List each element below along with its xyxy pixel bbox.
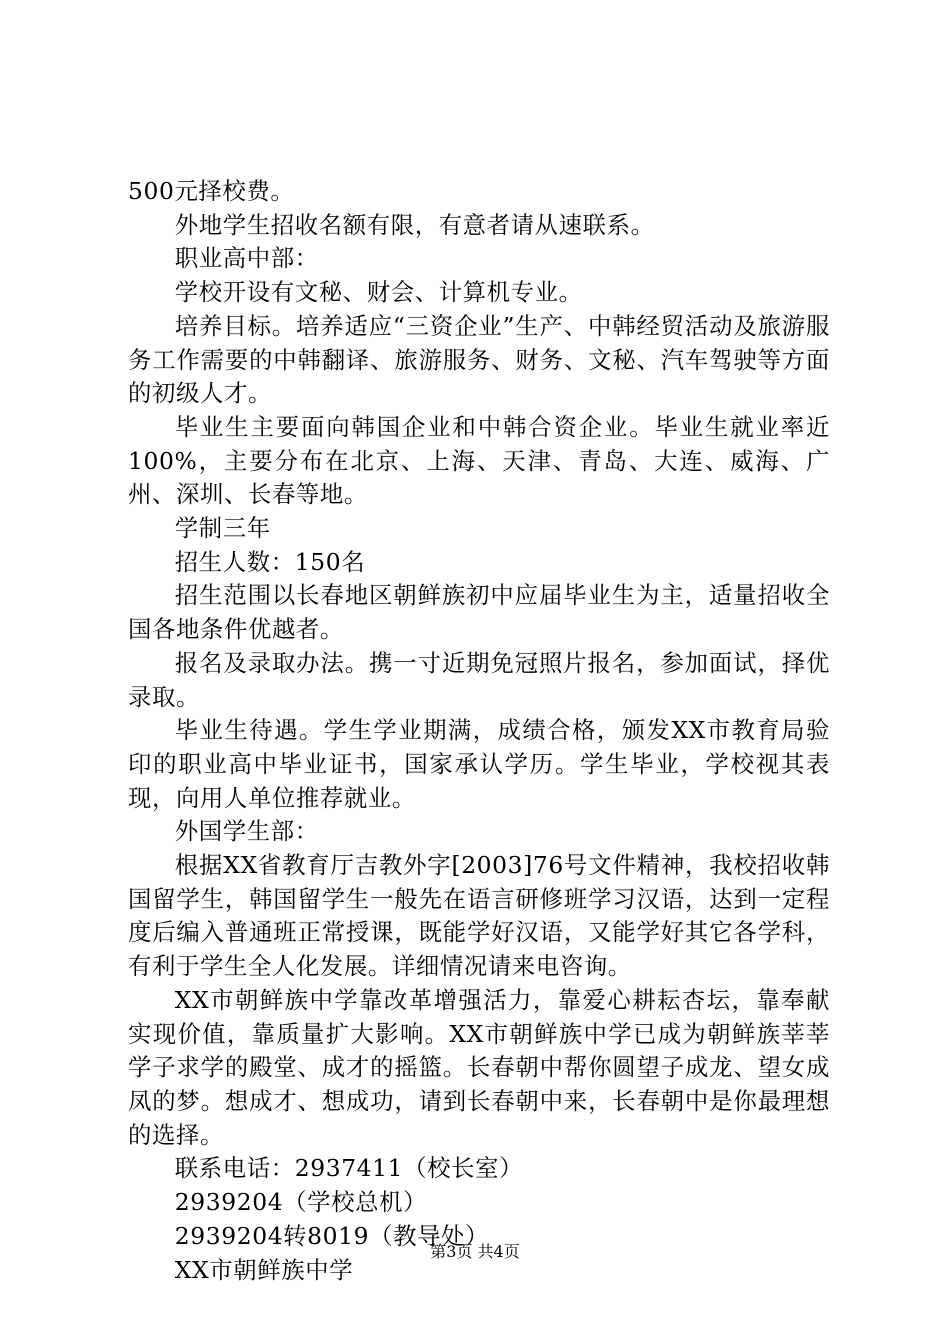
paragraph: 学制三年 <box>174 514 271 543</box>
paragraph: 培养目标。培养适应“三资企业”生产、中韩经贸活动及旅游服务工作需要的中韩翻译、旅游服务、财务、文秘、汽车驾驶等方面的初级人才。 <box>128 311 830 408</box>
paragraph: 根据XX省教育厅吉教外字[2003]76号文件精神，我校招收韩国留学生，韩国留学生一般先在语言研修班学习汉语，达到一定程度后编入普通班正常授课，既能学好汉语，又能学好其它各学科，有利于学生全人化发展。详细情况请来电咨询。 <box>128 851 830 981</box>
section-heading-foreign-students: 外国学生部： <box>174 817 319 846</box>
paragraph: XX市朝鲜族中学靠改革增强活力，靠爱心耕耘杏坛，靠奉献实现价值，靠质量扩大影响。XX市朝鲜族中学已成为朝鲜族莘莘学子求学的殿堂、成才的摇篮。长春朝中帮你圆望子成龙、望女成凤的梦。想成才、想成功，请到长春朝中来，长春朝中是你最理想的选择。 <box>128 985 830 1149</box>
paragraph: 招生人数：150名 <box>174 547 366 576</box>
paragraph: 外地学生招收名额有限，有意者请从速联系。 <box>174 210 655 239</box>
paragraph: 毕业生待遇。学生学业期满，成绩合格，颁发XX市教育局验印的职业高中毕业证书，国家承认学历。学生毕业，学校视其表现，向用人单位推荐就业。 <box>128 716 830 812</box>
contact-phone-line: 2939204转8019（教导处） <box>174 1221 490 1250</box>
section-heading-vocational: 职业高中部： <box>174 244 319 273</box>
paragraph: 学校开设有文秘、财会、计算机专业。 <box>174 278 583 307</box>
document-body <box>128 175 830 1287</box>
paragraph: 500元择校费。 <box>128 177 295 205</box>
school-name-signature: XX市朝鲜族中学 <box>174 1255 354 1284</box>
contact-phone-line: 联系电话：2937411（校长室） <box>174 1154 524 1183</box>
paragraph: 招生范围以长春地区朝鲜族初中应届毕业生为主，适量招收全国各地条件优越者。 <box>128 581 830 644</box>
paragraph: 报名及录取办法。携一寸近期免冠照片报名，参加面试，择优录取。 <box>128 648 830 711</box>
paragraph: 毕业生主要面向韩国企业和中韩合资企业。毕业生就业率近100%，主要分布在北京、上海、天津、青岛、大连、威海、广州、深圳、长春等地。 <box>128 412 830 509</box>
page-number-footer: 第3页 共4页 <box>430 1242 520 1261</box>
contact-phone-line: 2939204（学校总机） <box>174 1188 428 1217</box>
